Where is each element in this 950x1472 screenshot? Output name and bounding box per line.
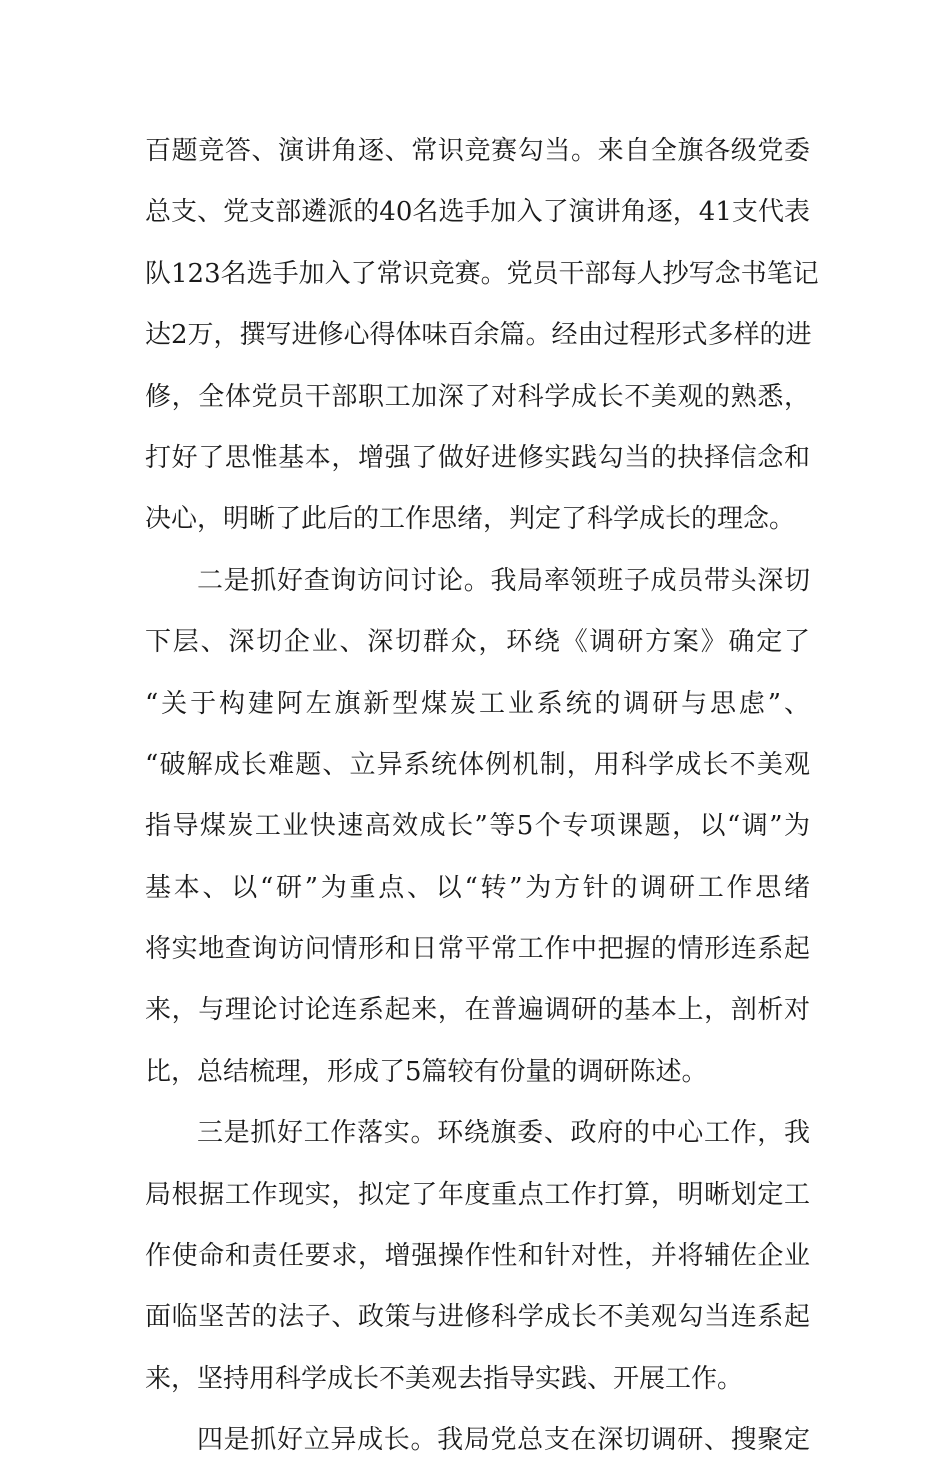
- text-line: 打好了思惟基本，增强了做好进修实践勾当的抉择信念和: [145, 442, 810, 473]
- text-line: 四是抓好立异成长。我局党总支在深切调研、搜聚定: [197, 1425, 810, 1456]
- text-line: 面临坚苦的法子、政策与进修科学成长不美观勾当连系起: [145, 1302, 810, 1333]
- text-line: “破解成长难题、立异系统体例机制，用科学成长不美观: [145, 749, 810, 780]
- text-line: “关于构建阿左旗新型煤炭工业系统的调研与思虑”、: [145, 688, 810, 719]
- text-line: 总支、党支部遴派的40名选手加入了演讲角逐，41支代表: [145, 197, 810, 228]
- text-line: 三是抓好工作落实。环绕旗委、政府的中心工作，我: [197, 1118, 810, 1149]
- text-line: 二是抓好查询访问讨论。我局率领班子成员带头深切: [197, 565, 810, 596]
- paragraph-innovation-development: [145, 1410, 810, 1471]
- text-line: 作使命和责任要求，增强操作性和针对性，并将辅佐企业: [145, 1241, 810, 1272]
- text-line: 来，坚持用科学成长不美观去指导实践、开展工作。: [145, 1363, 744, 1394]
- text-line: 将实地查询访问情形和日常平常工作中把握的情形连系起: [145, 934, 810, 965]
- text-line: 决心，明晰了此后的工作思绪，判定了科学成长的理念。: [145, 504, 796, 535]
- text-line: 指导煤炭工业快速高效成长”等5个专项课题，以“调”为: [145, 811, 810, 842]
- paragraph-study-activities: [145, 121, 819, 551]
- text-line: 百题竞答、演讲角逐、常识竞赛勾当。来自全旗各级党委: [145, 136, 810, 166]
- text-line: 基本、以“研”为重点、以“转”为方针的调研工作思绪: [145, 872, 810, 903]
- paragraph-work-implementation: [145, 1103, 810, 1410]
- text-line: 达2万，撰写进修心得体味百余篇。经由过程形式多样的进: [145, 320, 812, 351]
- paragraph-investigation-research: [145, 551, 810, 1104]
- text-line: 队123名选手加入了常识竞赛。党员干部每人抄写念书笔记: [145, 258, 819, 289]
- document-body: [145, 121, 819, 1472]
- text-line: 局根据工作现实，拟定了年度重点工作打算，明晰划定工: [145, 1179, 810, 1210]
- text-line: 比，总结梳理，形成了5篇较有份量的调研陈述。: [145, 1056, 708, 1087]
- text-line: 下层、深切企业、深切群众，环绕《调研方案》确定了: [145, 627, 810, 658]
- text-line: 修，全体党员干部职工加深了对科学成长不美观的熟悉，: [145, 381, 810, 412]
- text-line: 来，与理论讨论连系起来，在普遍调研的基本上，剖析对: [145, 995, 810, 1026]
